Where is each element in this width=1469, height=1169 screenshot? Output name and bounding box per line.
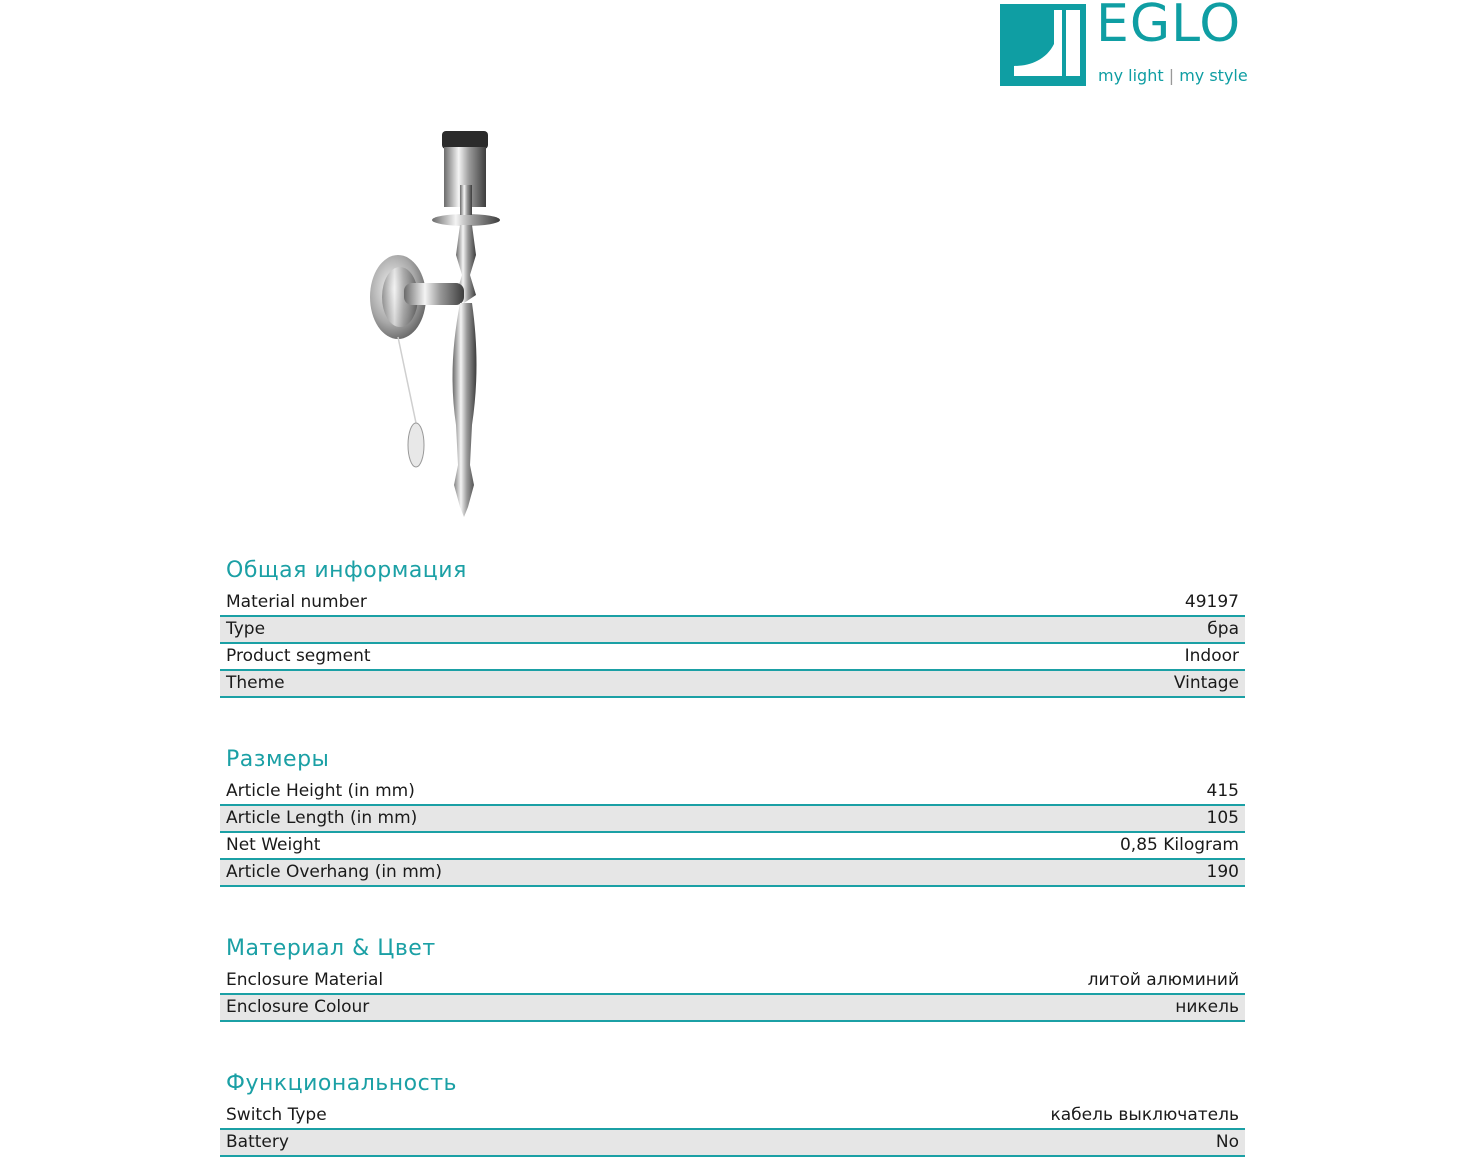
section-general-info xyxy=(220,556,1245,698)
table-row xyxy=(220,644,1245,671)
section-title: Размеры xyxy=(226,747,330,772)
brand-tagline: my light | my style xyxy=(1098,66,1248,85)
row-value: 0,85 Kilogram xyxy=(1119,835,1239,855)
table-row xyxy=(220,806,1245,833)
section-dimensions xyxy=(220,745,1245,887)
table-row xyxy=(220,1130,1245,1157)
row-label: Material number xyxy=(226,592,367,612)
row-value: никель xyxy=(1175,997,1239,1017)
section-title: Общая информация xyxy=(226,558,467,583)
row-value: 49197 xyxy=(1184,592,1239,612)
eglo-logo xyxy=(1000,0,1250,88)
row-label: Net Weight xyxy=(226,835,321,855)
row-label: Article Length (in mm) xyxy=(226,808,418,828)
row-value: No xyxy=(1215,1132,1239,1152)
eglo-logo-mark-icon xyxy=(1000,4,1086,86)
table-row xyxy=(220,860,1245,887)
row-value: Indoor xyxy=(1184,646,1239,666)
row-label: Type xyxy=(226,619,266,639)
row-value: Vintage xyxy=(1173,673,1239,693)
row-label: Article Height (in mm) xyxy=(226,781,415,801)
row-label: Battery xyxy=(226,1132,289,1152)
section-title: Функциональность xyxy=(226,1071,457,1096)
brand-name: EGLO xyxy=(1096,0,1242,54)
table-row xyxy=(220,779,1245,806)
table-row xyxy=(220,833,1245,860)
row-label: Enclosure Colour xyxy=(226,997,370,1017)
wall-lamp-icon xyxy=(360,125,510,525)
table-row xyxy=(220,590,1245,617)
row-value: кабель выключатель xyxy=(1050,1105,1239,1125)
table-row xyxy=(220,995,1245,1022)
table-row xyxy=(220,968,1245,995)
row-label: Product segment xyxy=(226,646,371,666)
row-value: бра xyxy=(1207,619,1239,639)
row-value: 415 xyxy=(1206,781,1239,801)
table-row xyxy=(220,671,1245,698)
table-row xyxy=(220,1103,1245,1130)
row-label: Switch Type xyxy=(226,1105,327,1125)
row-label: Enclosure Material xyxy=(226,970,384,990)
row-value: 105 xyxy=(1206,808,1239,828)
row-value: 190 xyxy=(1206,862,1239,882)
section-functionality xyxy=(220,1069,1245,1157)
row-label: Article Overhang (in mm) xyxy=(226,862,442,882)
table-row xyxy=(220,617,1245,644)
section-material-colour xyxy=(220,934,1245,1022)
row-label: Theme xyxy=(226,673,285,693)
row-value: литой алюминий xyxy=(1087,970,1239,990)
section-title: Материал & Цвет xyxy=(226,936,436,961)
